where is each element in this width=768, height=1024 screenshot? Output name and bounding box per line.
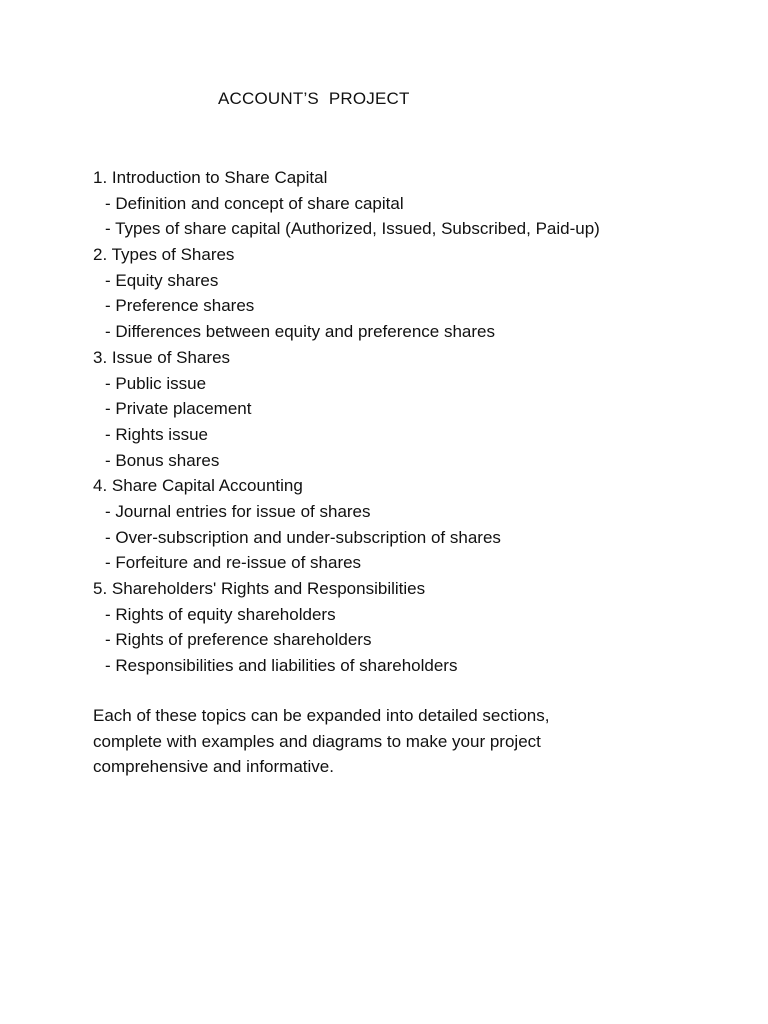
outline-item-text: - Types of share capital (Authorized, Issued, Subscribed, Paid-up) xyxy=(105,219,600,239)
closing-line: complete with examples and diagrams to make your project xyxy=(93,731,541,751)
outline-item-text: 1. Introduction to Share Capital xyxy=(93,168,328,187)
outline-item xyxy=(93,627,600,653)
outline-item-text: - Over-subscription and under-subscription of shares xyxy=(105,527,501,547)
closing-line: Each of these topics can be expanded into detailed sections, xyxy=(93,706,550,725)
outline-item xyxy=(93,396,600,422)
outline-item xyxy=(93,319,600,345)
outline-item xyxy=(93,268,600,294)
outline-item xyxy=(93,371,600,397)
outline-item xyxy=(93,242,600,268)
outline-item xyxy=(93,602,600,628)
document-title: ACCOUNT’S PROJECT xyxy=(218,89,410,108)
outline-item xyxy=(93,525,600,551)
outline-item xyxy=(93,216,600,242)
outline-item-text: - Definition and concept of share capital xyxy=(105,193,404,213)
outline-item-text: - Journal entries for issue of shares xyxy=(105,501,371,521)
outline-item xyxy=(93,345,600,371)
outline-item-text: - Rights of preference shareholders xyxy=(105,630,372,650)
closing-paragraph xyxy=(93,703,693,780)
outline-item-text: - Private placement xyxy=(105,399,252,419)
outline-item xyxy=(93,576,600,602)
project-outline xyxy=(93,165,600,679)
outline-item xyxy=(93,165,600,191)
outline-item-text: - Rights of equity shareholders xyxy=(105,604,336,624)
outline-item xyxy=(93,499,600,525)
outline-item-text: 5. Shareholders' Rights and Responsibilities xyxy=(93,579,426,598)
outline-item xyxy=(93,191,600,217)
outline-item-text: 4. Share Capital Accounting xyxy=(93,476,303,496)
outline-item-text: 2. Types of Shares xyxy=(93,245,235,265)
outline-item xyxy=(93,550,600,576)
outline-item-text: - Preference shares xyxy=(105,296,255,316)
outline-item-text: - Public issue xyxy=(105,373,207,393)
outline-item xyxy=(93,473,600,499)
outline-item-text: - Responsibilities and liabilities of shareholders xyxy=(105,656,458,676)
outline-item-text: - Equity shares xyxy=(105,270,219,290)
outline-item xyxy=(93,448,600,474)
closing-line: comprehensive and informative. xyxy=(93,757,334,777)
outline-item-text: - Rights issue xyxy=(105,424,208,444)
outline-item-text: 3. Issue of Shares xyxy=(93,347,231,367)
outline-item-text: - Bonus shares xyxy=(105,450,220,470)
outline-item-text: - Differences between equity and preference shares xyxy=(105,322,495,342)
outline-item xyxy=(93,422,600,448)
outline-item-text: - Forfeiture and re-issue of shares xyxy=(105,553,362,573)
outline-item xyxy=(93,653,600,679)
outline-item xyxy=(93,293,600,319)
